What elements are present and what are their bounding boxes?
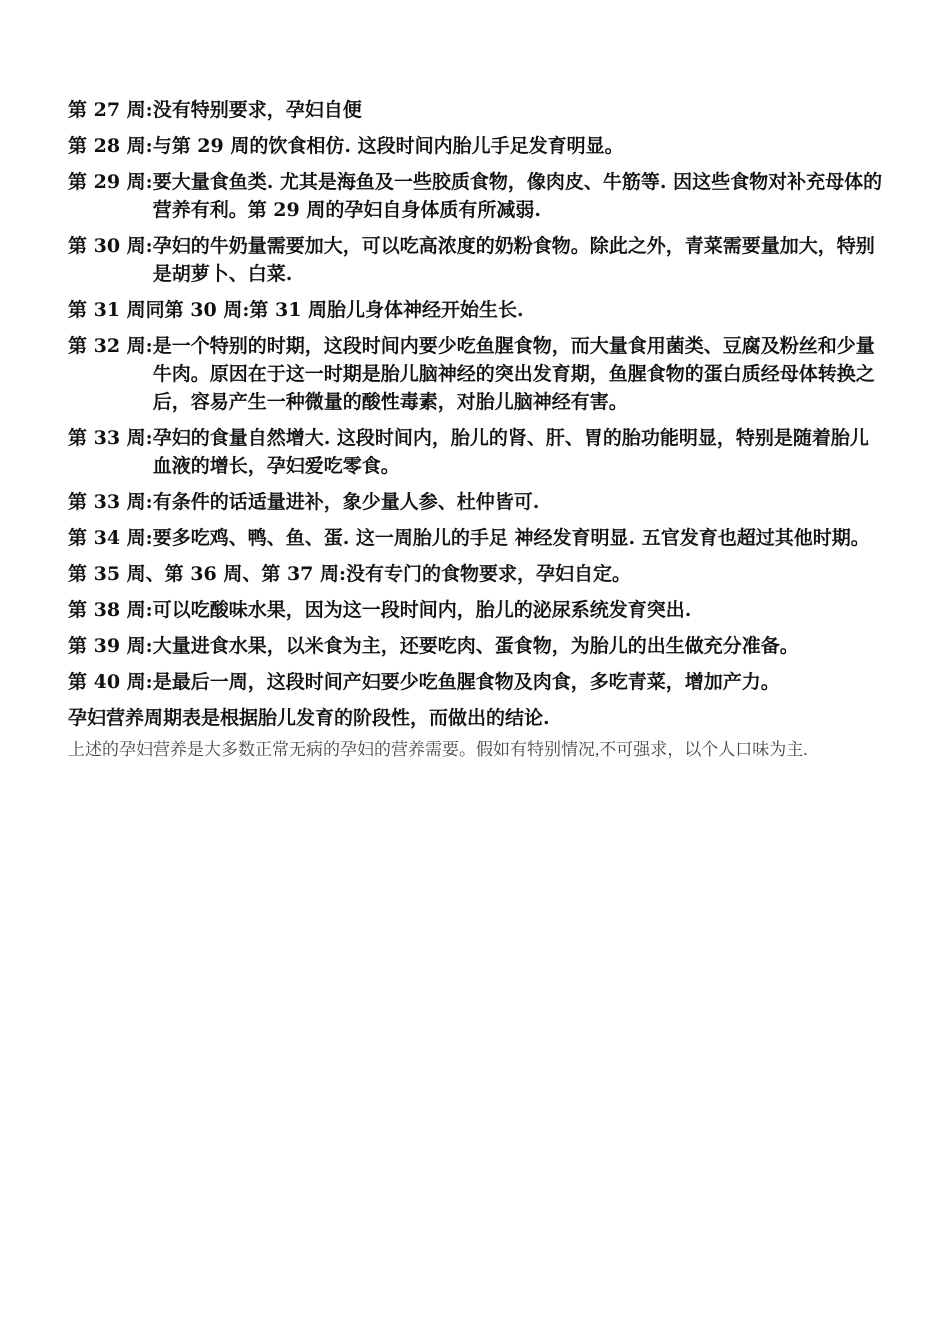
week-35-37-label: 第 35 周、第 36 周、第 37 周: — [68, 563, 347, 585]
week-29-entry — [68, 168, 884, 224]
week-32-label: 第 32 周: — [68, 335, 153, 357]
week-33b-text: 有条件的话适量进补，象少量人参、杜仲皆可. — [152, 491, 540, 513]
footnote-paragraph: 上述的孕妇营养是大多数正常无病的孕妇的营养需要。假如有特别情况,不可强求，以个人口味为主. — [68, 740, 808, 759]
week-31-label: 第 31 周同第 30 周: — [68, 299, 250, 321]
week-33b-entry — [68, 488, 884, 516]
week-29-label: 第 29 周: — [68, 171, 153, 193]
week-30-entry — [68, 232, 884, 288]
week-39-entry — [68, 632, 884, 660]
week-32-entry — [68, 332, 884, 416]
week-40-text: 是最后一周，这段时间产妇要少吃鱼腥食物及肉食，多吃青菜，增加产力。 — [152, 671, 780, 693]
week-30-text: 孕妇的牛奶量需要加大，可以吃高浓度的奶粉食物。除此之外，青菜需要量加大，特别是胡萝卜、白菜. — [152, 235, 875, 285]
week-28-label: 第 28 周: — [68, 135, 153, 157]
summary-line: 孕妇营养周期表是根据胎儿发育的阶段性，而做出的结论. — [68, 707, 550, 729]
week-31-text: 第 31 周胎儿身体神经开始生长. — [249, 299, 524, 321]
week-27-entry — [68, 96, 884, 124]
week-38-label: 第 38 周: — [68, 599, 153, 621]
week-38-text: 可以吃酸味水果，因为这一段时间内，胎儿的泌尿系统发育突出. — [152, 599, 692, 621]
week-34-label: 第 34 周: — [68, 527, 153, 549]
week-32-text: 是一个特别的时期，这段时间内要少吃鱼腥食物，而大量食用菌类、豆腐及粉丝和少量牛肉。原因在于这一时期是胎儿脑神经的突出发育期，鱼腥食物的蛋白质经母体转换之后，容易产生一种微量的酸性毒素，对胎儿脑神经有害。 — [152, 335, 875, 413]
week-34-entry — [68, 524, 884, 552]
week-39-text: 大量进食水果，以米食为主，还要吃肉、蛋食物，为胎儿的出生做充分准备。 — [152, 635, 799, 657]
document-content — [68, 96, 884, 762]
week-30-label: 第 30 周: — [68, 235, 153, 257]
week-28-text: 与第 29 周的饮食相仿. 这段时间内胎儿手足发育明显。 — [152, 135, 624, 157]
week-35-37-text: 没有专门的食物要求，孕妇自定。 — [346, 563, 632, 585]
week-40-label: 第 40 周: — [68, 671, 153, 693]
week-31-entry — [68, 296, 884, 324]
week-38-entry — [68, 596, 884, 624]
week-40-entry — [68, 668, 884, 696]
week-33-text: 孕妇的食量自然增大. 这段时间内，胎儿的肾、肝、胃的胎功能明显，特别是随着胎儿血液的增长，孕妇爱吃零食。 — [152, 427, 869, 477]
week-28-entry — [68, 132, 884, 160]
week-27-text: 没有特别要求，孕妇自便 — [152, 99, 362, 121]
week-27-label: 第 27 周: — [68, 99, 153, 121]
week-35-37-entry — [68, 560, 884, 588]
week-33b-label: 第 33 周: — [68, 491, 153, 513]
week-33-entry — [68, 424, 884, 480]
week-29-text: 要大量食鱼类. 尤其是海鱼及一些胶质食物，像肉皮、牛筋等. 因这些食物对补充母体的营养有利。第 29 周的孕妇自身体质有所减弱. — [152, 171, 883, 221]
week-39-label: 第 39 周: — [68, 635, 153, 657]
week-34-text: 要多吃鸡、鸭、鱼、蛋. 这一周胎儿的手足 神经发育明显. 五官发育也超过其他时期。 — [152, 527, 870, 549]
week-33-label: 第 33 周: — [68, 427, 153, 449]
